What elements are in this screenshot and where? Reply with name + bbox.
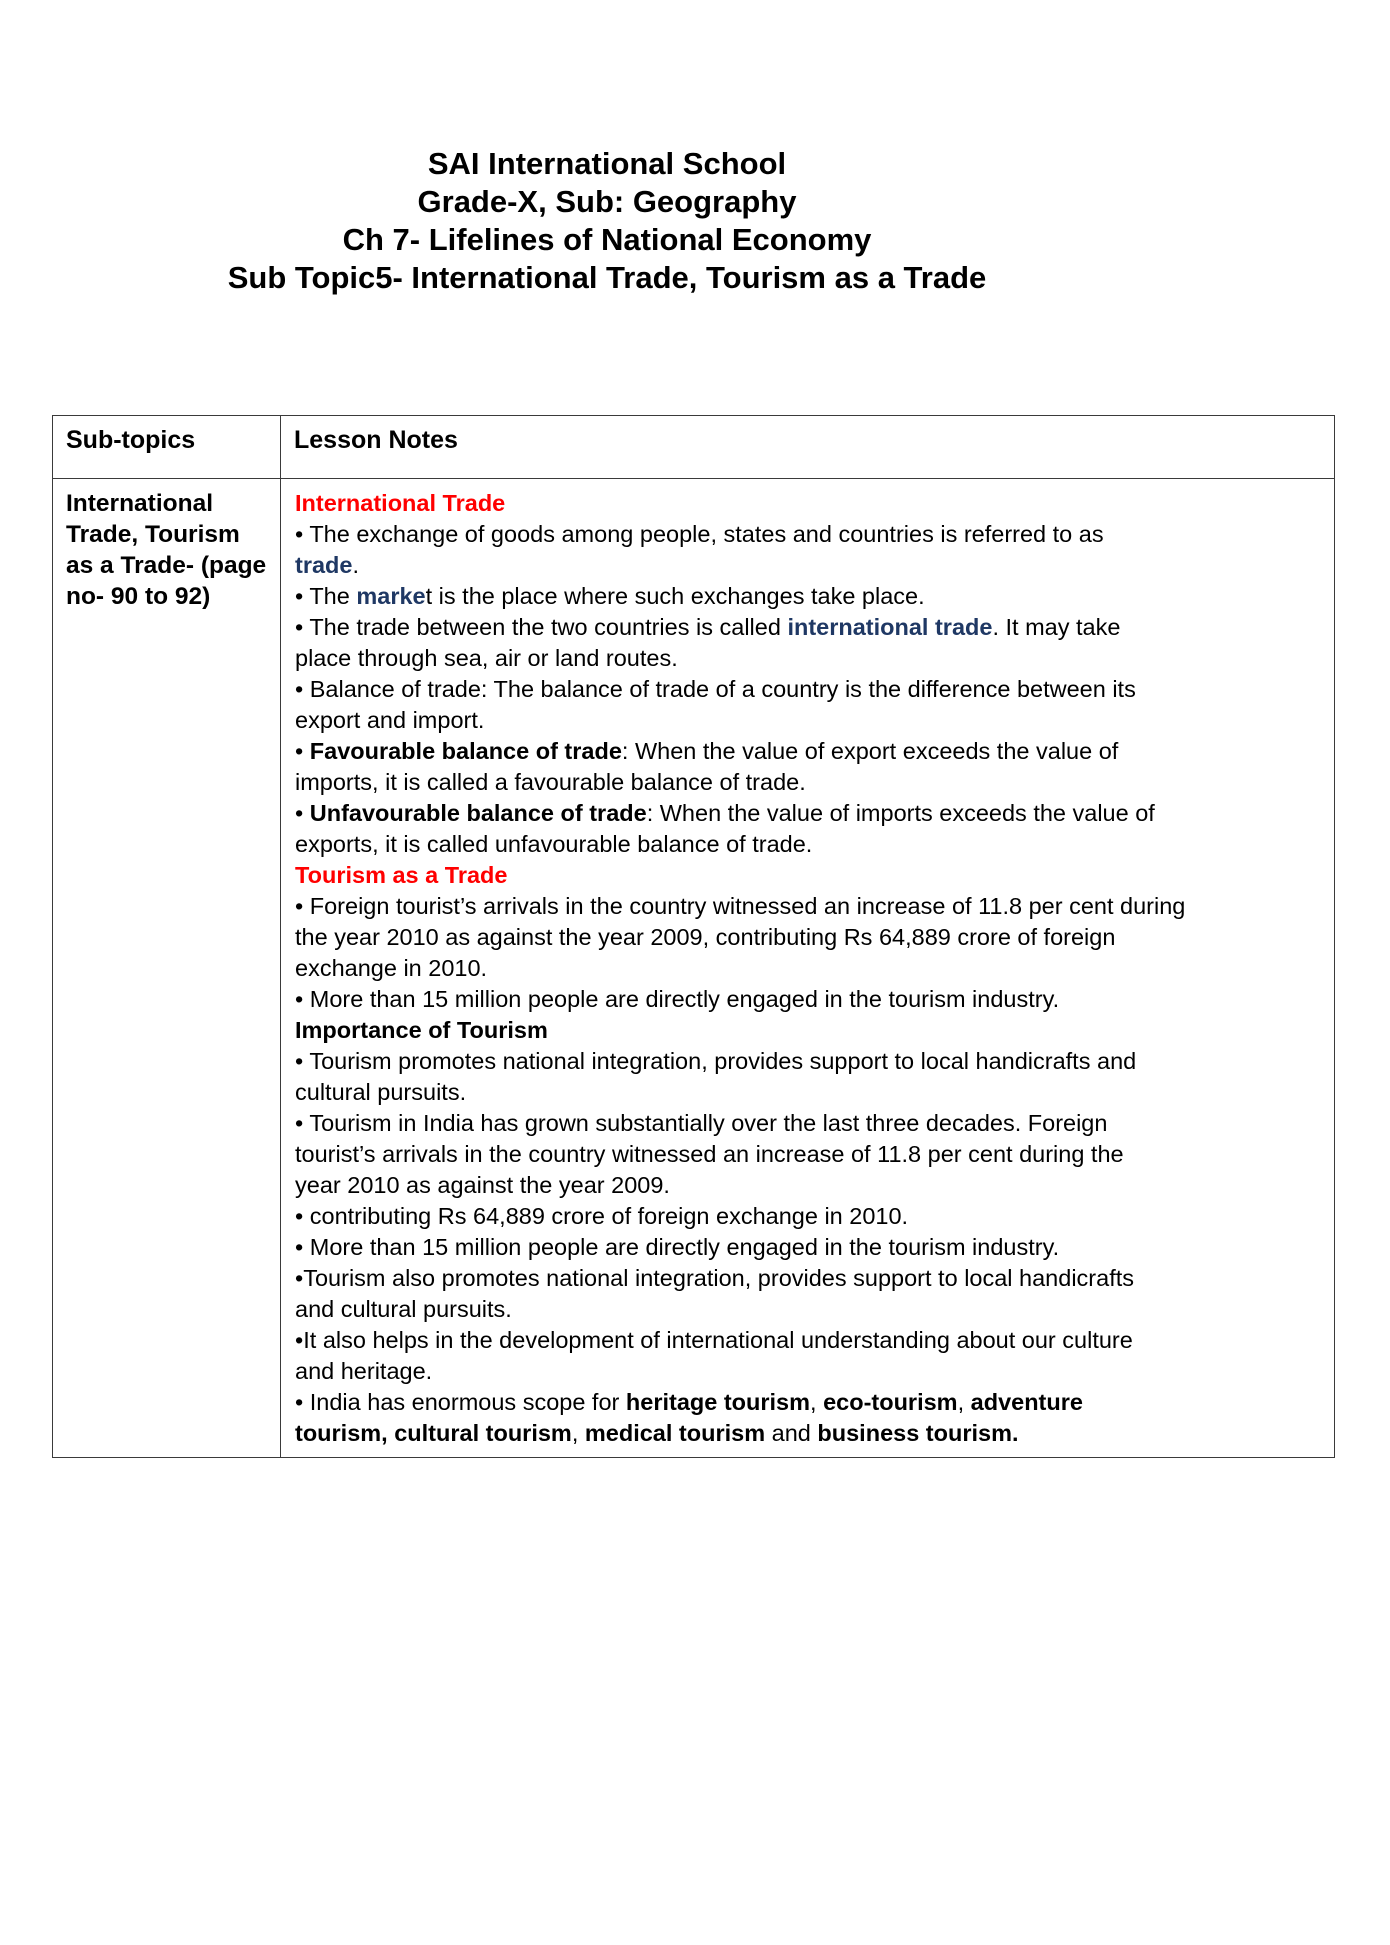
text-segment: : When the value of export exceeds the value of [621,738,1119,764]
text-segment: marke [356,583,426,609]
text-segment: • Foreign tourist’s arrivals in the country witnessed an increase of 11.8 per cent during [295,893,1186,919]
note-line [295,550,1324,581]
text-segment: , [957,1389,971,1415]
text-segment: t is the place where such exchanges take place. [425,583,925,609]
note-line [295,829,1324,860]
note-line [295,984,1324,1015]
text-segment: Unfavourable balance of trade [309,800,647,826]
note-line [295,1201,1324,1232]
text-segment: exports, it is called unfavourable balance of trade. [295,831,813,857]
text-segment: : When the value of imports exceeds the value of [646,800,1155,826]
text-segment: • [295,738,310,764]
text-segment: • The [295,583,357,609]
note-line [295,767,1324,798]
note-line [295,1418,1324,1449]
table-header-row [53,416,1335,479]
note-line [295,1263,1324,1294]
note-line [295,798,1324,829]
note-line [295,519,1324,550]
text-segment: trade [295,552,353,578]
text-segment: •Tourism also promotes national integration, provides support to local handicrafts [295,1265,1135,1291]
note-line [295,612,1324,643]
text-segment: • The trade between the two countries is called [295,614,788,640]
text-segment: • Tourism in India has grown substantially over the last three decades. Foreign [295,1110,1108,1136]
note-line [295,488,1324,519]
text-segment: business tourism. [817,1420,1019,1446]
lesson-notes-cell [281,479,1335,1458]
text-segment: adventure [970,1389,1083,1415]
table-row [53,479,1335,1458]
text-segment: tourist’s arrivals in the country witnessed an increase of 11.8 per cent during the [295,1141,1124,1167]
note-line [295,953,1324,984]
text-segment: , [571,1420,585,1446]
text-segment: • Balance of trade: The balance of trade of a country is the difference between its [295,676,1136,702]
text-segment: • India has enormous scope for [295,1389,626,1415]
note-line [295,1139,1324,1170]
note-line [295,1387,1324,1418]
text-segment: , [810,1389,824,1415]
note-line [295,1077,1324,1108]
text-segment: • More than 15 million people are directly engaged in the tourism industry. [295,1234,1060,1260]
note-line [295,705,1324,736]
text-segment: Tourism as a Trade [295,862,508,888]
text-segment: International Trade [295,490,506,516]
title-line-school: SAI International School [427,146,787,181]
note-line [295,891,1324,922]
text-segment: export and import. [295,707,485,733]
column-header-sub-topics: Sub-topics [53,416,281,479]
text-segment: cultural pursuits. [295,1079,467,1105]
note-line [295,860,1324,891]
text-segment: imports, it is called a favourable balance of trade. [295,769,806,795]
text-segment: exchange in 2010. [295,955,488,981]
note-line [295,1356,1324,1387]
text-segment: • contributing Rs 64,889 crore of foreign exchange in 2010. [295,1203,909,1229]
text-segment: eco-tourism [823,1389,958,1415]
document-title-block [50,145,1164,297]
text-segment: Importance of Tourism [295,1017,548,1043]
title-line-grade-subject: Grade-X, Sub: Geography [417,184,797,219]
column-header-lesson-notes: Lesson Notes [281,416,1335,479]
note-line [295,643,1324,674]
text-segment: heritage tourism [625,1389,811,1415]
note-line [295,736,1324,767]
text-segment: year 2010 as against the year 2009. [295,1172,670,1198]
lesson-notes-table [52,415,1335,1458]
text-segment: •It also helps in the development of international understanding about our culture [295,1327,1133,1353]
title-line-chapter: Ch 7- Lifelines of National Economy [342,222,872,257]
text-segment: and heritage. [295,1358,433,1384]
note-line [295,674,1324,705]
text-segment: and [765,1420,818,1446]
sub-topics-cell: International Trade, Tourism as a Trade- (page no- 90 to 92) [53,479,281,1458]
text-segment: Favourable balance of trade [309,738,622,764]
text-segment: the year 2010 as against the year 2009, contributing Rs 64,889 crore of foreign [295,924,1116,950]
text-segment: • Tourism promotes national integration, provides support to local handicrafts and [295,1048,1137,1074]
text-segment: • More than 15 million people are directly engaged in the tourism industry. [295,986,1060,1012]
text-segment: . [352,552,359,578]
document-page [0,145,1390,1945]
note-line [295,1108,1324,1139]
text-segment: • The exchange of goods among people, states and countries is referred to as [295,521,1104,547]
text-segment: tourism, cultural tourism [295,1420,572,1446]
note-line [295,1046,1324,1077]
note-line [295,581,1324,612]
note-line [295,1325,1324,1356]
note-line [295,1015,1324,1046]
note-line [295,1294,1324,1325]
text-segment: place through sea, air or land routes. [295,645,678,671]
text-segment: • [295,800,310,826]
text-segment: medical tourism [584,1420,766,1446]
note-line [295,1232,1324,1263]
text-segment: and cultural pursuits. [295,1296,512,1322]
title-line-subtopic: Sub Topic5- International Trade, Tourism as a Trade [227,260,987,295]
note-line [295,922,1324,953]
note-line [295,1170,1324,1201]
text-segment: international trade [787,614,993,640]
text-segment: . It may take [992,614,1121,640]
